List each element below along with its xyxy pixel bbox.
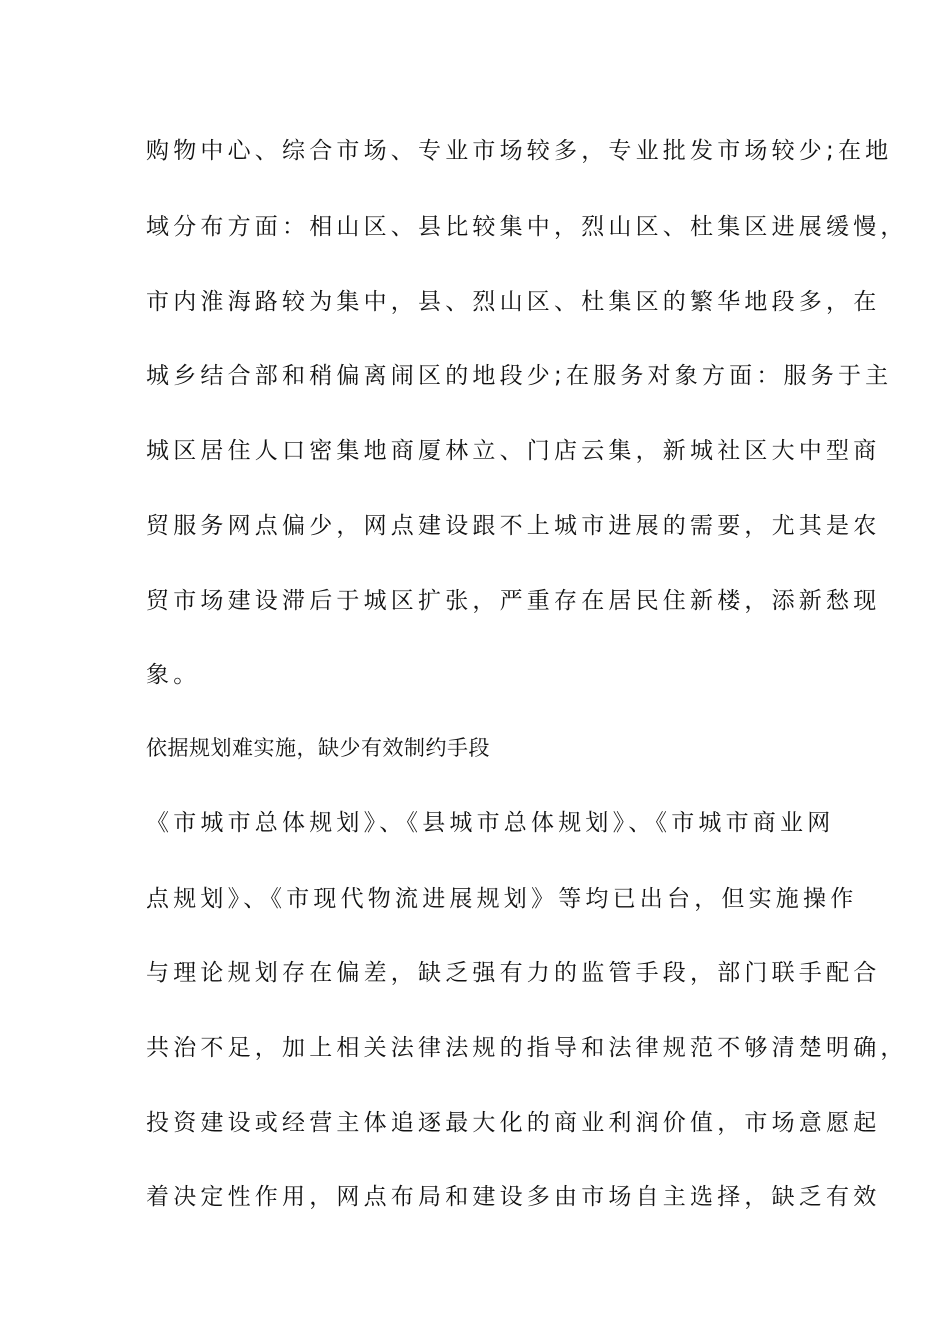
paragraph-1-line: 城区居住人口密集地商厦林立、门店云集，新城社区大中型商 [146,438,881,464]
paragraph-2-line: 着决定性作用，网点布局和建设多由市场自主选择，缺乏有效 [146,1184,881,1210]
paragraph-1-line: 贸服务网点偏少，网点建设跟不上城市进展的需要，尤其是农 [146,513,881,539]
paragraph-1-line: 市内淮海路较为集中，县、烈山区、杜集区的繁华地段多，在 [146,289,881,315]
paragraph-1-line: 贸市场建设滞后于城区扩张，严重存在居民住新楼，添新愁现 [146,588,881,614]
paragraph-2-line: 点规划》、《市现代物流进展规划》等均已出台，但实施操作 [146,886,858,912]
paragraph-2-line: 投资建设或经营主体追逐最大化的商业利润价值，市场意愿起 [146,1110,881,1136]
paragraph-1-line: 象。 [146,662,201,688]
paragraph-2-line: 共治不足，加上相关法律法规的指导和法律规范不够清楚明确， [146,1035,908,1061]
paragraph-1-line: 城乡结合部和稍偏离闹区的地段少;在服务对象方面：服务于主 [146,363,893,389]
paragraph-1-line: 域分布方面：相山区、县比较集中，烈山区、杜集区进展缓慢， [146,214,908,240]
paragraph-2-line: 《市城市总体规划》、《县城市总体规划》、《市城市商业网 [146,810,835,836]
section-heading: 依据规划难实施，缺少有效制约手段 [146,736,490,760]
paragraph-2-line: 与理论规划存在偏差，缺乏强有力的监管手段，部门联手配合 [146,960,881,986]
paragraph-1-line: 购物中心、综合市场、专业市场较多，专业批发市场较少;在地 [146,138,893,164]
